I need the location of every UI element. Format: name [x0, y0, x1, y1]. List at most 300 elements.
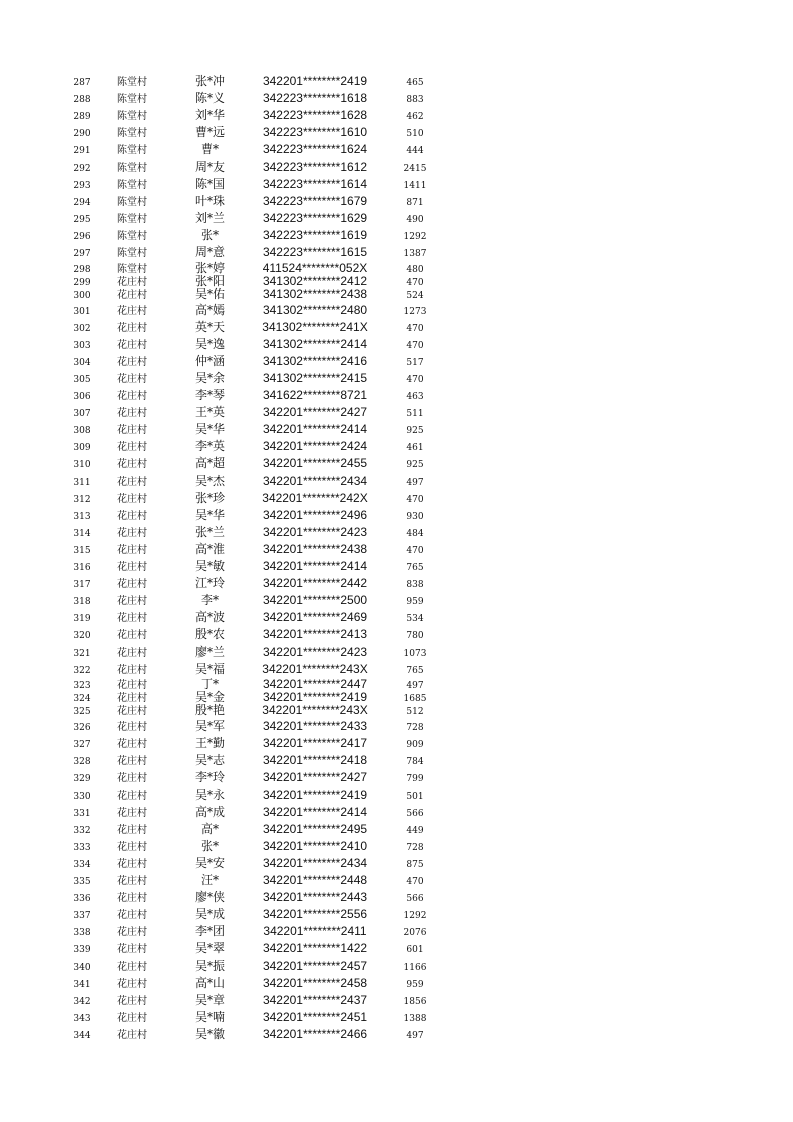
village-cell: 花庄村: [117, 579, 147, 591]
village-cell: 花庄村: [117, 756, 147, 768]
row-number: 305: [73, 374, 91, 385]
table-row: [0, 822, 793, 836]
amount-cell: 517: [406, 357, 424, 368]
person-name-cell: 吴*徽: [194, 1026, 225, 1041]
person-name-cell: 殷*艳: [194, 703, 225, 718]
table-row: [0, 508, 793, 522]
village-cell: 花庄村: [117, 493, 147, 505]
row-number: 323: [73, 681, 91, 692]
table-row: [0, 976, 793, 990]
row-number: 325: [73, 707, 91, 718]
id-number-cell: 342201********2417: [262, 736, 368, 751]
table-row: [0, 559, 793, 573]
id-number-cell: 342201********2434: [262, 855, 368, 870]
row-number: 297: [73, 249, 91, 259]
amount-cell: 925: [406, 426, 424, 437]
id-number-cell: 342223********1612: [262, 159, 368, 174]
table-row: [0, 993, 793, 1007]
table-row: [0, 320, 793, 334]
id-number-cell: 342201********2438: [262, 541, 368, 556]
village-cell: 花庄村: [117, 647, 147, 659]
row-number: 316: [73, 563, 91, 573]
id-number-cell: 342201********2433: [262, 719, 368, 734]
person-name-cell: 张*阳: [194, 273, 225, 288]
id-number-cell: 341302********2414: [262, 336, 368, 351]
row-number: 341: [73, 979, 91, 990]
amount-cell: 470: [406, 877, 424, 887]
row-number: 340: [73, 962, 91, 973]
person-name-cell: 周*意: [194, 245, 225, 259]
row-number: 292: [73, 163, 91, 174]
table-row: [0, 354, 793, 368]
row-number: 319: [73, 614, 91, 625]
table-row: [0, 439, 793, 453]
person-name-cell: 陈*国: [194, 176, 225, 191]
table-row: [0, 525, 793, 539]
amount-cell: 728: [406, 842, 424, 853]
id-number-cell: 342201********2410: [262, 838, 368, 853]
village-cell: 花庄村: [117, 408, 147, 420]
person-name-cell: 吴*永: [194, 787, 225, 802]
person-name-cell: 吴*安: [194, 855, 225, 870]
amount-cell: 1685: [403, 694, 427, 705]
id-number-cell: 342201********2443: [262, 890, 368, 905]
table-row: [0, 610, 793, 624]
table-row: [0, 211, 793, 225]
village-cell: 陈堂村: [117, 162, 147, 174]
person-name-cell: 高*嫣: [194, 302, 225, 317]
row-number: 314: [73, 528, 91, 539]
person-name-cell: 李*团: [194, 924, 225, 939]
amount-cell: 959: [406, 979, 424, 990]
person-name-cell: 吴*杰: [194, 473, 225, 488]
village-cell: 花庄村: [117, 373, 147, 385]
village-cell: 花庄村: [117, 944, 147, 956]
amount-cell: 497: [406, 1030, 424, 1041]
id-number-cell: 342201********243X: [262, 703, 368, 718]
table-row: [0, 422, 793, 436]
row-number: 327: [73, 740, 91, 751]
id-number-cell: 342201********2495: [262, 821, 368, 836]
person-name-cell: 吴*佑: [194, 286, 225, 301]
id-number-cell: 342223********1628: [262, 108, 368, 123]
village-cell: 花庄村: [117, 630, 147, 642]
amount-cell: 470: [406, 340, 424, 351]
table-row: [0, 388, 793, 402]
village-cell: 花庄村: [117, 476, 147, 488]
village-cell: 陈堂村: [117, 145, 147, 157]
row-number: 338: [73, 928, 91, 939]
table-row: [0, 593, 793, 607]
row-number: 311: [73, 477, 91, 488]
id-number-cell: 341622********8721: [262, 388, 368, 402]
amount-cell: 780: [406, 631, 424, 642]
amount-cell: 470: [406, 277, 424, 288]
row-number: 296: [73, 231, 91, 242]
amount-cell: 799: [406, 774, 424, 785]
amount-cell: 1273: [403, 306, 427, 317]
row-number: 337: [73, 911, 91, 922]
village-cell: 花庄村: [117, 339, 147, 351]
person-name-cell: 廖*侠: [194, 890, 225, 905]
row-number: 313: [73, 511, 91, 522]
table-row: [0, 142, 793, 156]
row-number: 332: [73, 825, 91, 836]
amount-cell: 765: [406, 665, 424, 676]
person-name-cell: 张*兰: [194, 524, 225, 539]
amount-cell: 909: [406, 740, 424, 751]
id-number-cell: 342201********2413: [262, 627, 368, 642]
table-row: [0, 576, 793, 590]
village-cell: 陈堂村: [117, 128, 147, 140]
person-name-cell: 张*: [200, 838, 219, 853]
row-number: 308: [73, 426, 91, 437]
table-row: [0, 805, 793, 819]
row-number: 331: [73, 808, 91, 819]
village-cell: 花庄村: [117, 876, 147, 887]
table-row: [0, 753, 793, 767]
person-name-cell: 刘*兰: [194, 210, 225, 225]
row-number: 295: [73, 214, 91, 225]
amount-cell: 470: [406, 494, 424, 505]
person-name-cell: 刘*华: [194, 108, 225, 123]
amount-cell: 1388: [403, 1013, 427, 1024]
id-number-cell: 342201********2418: [262, 753, 368, 768]
table-row: [0, 177, 793, 191]
table-row: [0, 719, 793, 733]
row-number: 335: [73, 877, 91, 887]
amount-cell: 461: [406, 443, 424, 454]
village-cell: 花庄村: [117, 995, 147, 1007]
table-row: [0, 337, 793, 351]
id-number-cell: 342201********2411: [263, 924, 367, 939]
table-row: [0, 690, 793, 704]
id-number-cell: 342201********2419: [262, 74, 368, 88]
table-row: [0, 677, 793, 691]
village-cell: 花庄村: [117, 1012, 147, 1024]
person-name-cell: 吴*振: [194, 958, 225, 973]
village-cell: 陈堂村: [117, 77, 147, 88]
amount-cell: 449: [406, 825, 424, 836]
id-number-cell: 342201********2442: [262, 576, 368, 591]
amount-cell: 484: [406, 528, 424, 539]
amount-cell: 2415: [403, 163, 427, 174]
village-cell: 花庄村: [117, 773, 147, 785]
row-number: 329: [73, 774, 91, 785]
id-number-cell: 342201********2419: [262, 787, 368, 802]
id-number-cell: 342201********2427: [262, 770, 368, 785]
row-number: 299: [73, 277, 91, 288]
person-name-cell: 吴*余: [194, 370, 225, 385]
person-name-cell: 李*英: [194, 439, 225, 454]
village-cell: 花庄村: [117, 927, 147, 939]
table-row: [0, 245, 793, 259]
id-number-cell: 342201********2466: [262, 1026, 368, 1041]
person-name-cell: 张*婷: [194, 260, 225, 275]
row-number: 343: [73, 1013, 91, 1024]
village-cell: 花庄村: [117, 562, 147, 573]
village-cell: 花庄村: [117, 680, 147, 692]
amount-cell: 566: [406, 894, 424, 905]
row-number: 324: [73, 694, 91, 705]
person-name-cell: 江*玲: [194, 576, 225, 591]
amount-cell: 470: [406, 545, 424, 556]
village-cell: 花庄村: [117, 790, 147, 802]
id-number-cell: 342201********2419: [262, 690, 368, 705]
id-number-cell: 342201********2423: [262, 524, 368, 539]
village-cell: 花庄村: [117, 978, 147, 990]
village-cell: 花庄村: [117, 824, 147, 836]
person-name-cell: 汪*: [200, 873, 219, 887]
id-number-cell: 342201********2451: [262, 1009, 368, 1024]
table-row: [0, 491, 793, 505]
row-number: 339: [73, 945, 91, 956]
table-row: [0, 645, 793, 659]
village-cell: 花庄村: [117, 693, 147, 705]
row-number: 289: [73, 112, 91, 123]
row-number: 309: [73, 443, 91, 454]
person-name-cell: 吴*喃: [194, 1009, 225, 1024]
person-name-cell: 叶*珠: [194, 193, 225, 208]
row-number: 330: [73, 791, 91, 802]
table-row: [0, 303, 793, 317]
village-cell: 花庄村: [117, 706, 147, 718]
village-cell: 花庄村: [117, 858, 147, 870]
table-row: [0, 1010, 793, 1024]
table-row: [0, 371, 793, 385]
village-cell: 花庄村: [117, 722, 147, 734]
person-name-cell: 吴*章: [194, 992, 225, 1007]
village-cell: 花庄村: [117, 1029, 147, 1041]
id-number-cell: 341302********2412: [262, 273, 368, 288]
row-number: 290: [73, 129, 91, 140]
person-name-cell: 王*勤: [194, 736, 225, 751]
id-number-cell: 341302********2480: [262, 302, 368, 317]
village-cell: 花庄村: [117, 322, 147, 334]
village-cell: 花庄村: [117, 807, 147, 819]
person-name-cell: 吴*翠: [194, 941, 225, 956]
amount-cell: 765: [406, 563, 424, 573]
person-name-cell: 吴*华: [194, 507, 225, 522]
amount-cell: 463: [406, 392, 424, 402]
id-number-cell: 342201********2500: [262, 593, 368, 608]
person-name-cell: 廖*兰: [194, 644, 225, 659]
id-number-cell: 342201********1422: [262, 941, 368, 956]
village-cell: 花庄村: [117, 459, 147, 471]
amount-cell: 601: [406, 945, 424, 956]
person-name-cell: 殷*农: [194, 627, 225, 642]
amount-cell: 925: [406, 460, 424, 471]
table-row: [0, 941, 793, 955]
id-number-cell: 342223********1619: [262, 227, 368, 242]
table-row: [0, 839, 793, 853]
amount-cell: 883: [406, 95, 424, 106]
amount-cell: 1166: [403, 962, 427, 973]
person-name-cell: 高*成: [194, 804, 225, 819]
amount-cell: 1292: [403, 911, 427, 922]
amount-cell: 470: [406, 374, 424, 385]
person-name-cell: 仲*涵: [194, 353, 225, 368]
id-number-cell: 341302********2415: [262, 370, 368, 385]
person-name-cell: 曹*: [200, 142, 219, 157]
village-cell: 花庄村: [117, 841, 147, 853]
village-cell: 花庄村: [117, 893, 147, 905]
table-row: [0, 542, 793, 556]
village-cell: 花庄村: [117, 391, 147, 402]
id-number-cell: 342201********2455: [262, 456, 368, 471]
id-number-cell: 342223********1610: [262, 125, 368, 140]
person-name-cell: 高*: [200, 821, 219, 836]
id-number-cell: 342201********2427: [262, 405, 368, 420]
amount-cell: 444: [406, 146, 424, 157]
village-cell: 花庄村: [117, 664, 147, 676]
village-cell: 花庄村: [117, 527, 147, 539]
amount-cell: 465: [406, 78, 424, 88]
id-number-cell: 342201********2458: [262, 975, 368, 990]
amount-cell: 512: [406, 707, 424, 718]
village-cell: 陈堂村: [117, 179, 147, 191]
village-cell: 花庄村: [117, 425, 147, 437]
amount-cell: 728: [406, 723, 424, 734]
table-row: [0, 770, 793, 784]
village-cell: 陈堂村: [117, 230, 147, 242]
row-number: 310: [73, 460, 91, 471]
table-row: [0, 228, 793, 242]
row-number: 298: [73, 264, 91, 275]
village-cell: 陈堂村: [117, 248, 147, 259]
row-number: 318: [73, 597, 91, 608]
village-cell: 陈堂村: [117, 94, 147, 106]
village-cell: 陈堂村: [117, 196, 147, 208]
amount-cell: 510: [406, 129, 424, 140]
amount-cell: 838: [406, 580, 424, 591]
person-name-cell: 吴*福: [194, 661, 225, 676]
amount-cell: 1292: [403, 231, 427, 242]
id-number-cell: 342223********1614: [262, 176, 368, 191]
table-row: [0, 890, 793, 904]
amount-cell: 784: [406, 757, 424, 768]
person-name-cell: 英*天: [194, 319, 225, 334]
table-row: [0, 287, 793, 301]
person-name-cell: 高*山: [194, 975, 225, 990]
row-number: 294: [73, 197, 91, 208]
amount-cell: 959: [406, 597, 424, 608]
village-cell: 花庄村: [117, 596, 147, 608]
row-number: 301: [73, 306, 91, 317]
person-name-cell: 高*淮: [194, 541, 225, 556]
row-number: 321: [73, 648, 91, 659]
table-row: [0, 160, 793, 174]
row-number: 328: [73, 757, 91, 768]
amount-cell: 930: [406, 511, 424, 522]
person-name-cell: 李*玲: [194, 770, 225, 785]
amount-cell: 534: [406, 614, 424, 625]
person-name-cell: 吴*成: [194, 907, 225, 922]
row-number: 288: [73, 95, 91, 106]
id-number-cell: 342201********2437: [262, 992, 368, 1007]
id-number-cell: 342201********2414: [262, 559, 368, 573]
person-name-cell: 高*超: [194, 456, 225, 471]
amount-cell: 566: [406, 808, 424, 819]
village-cell: 陈堂村: [117, 213, 147, 225]
id-number-cell: 342201********2414: [262, 804, 368, 819]
table-row: [0, 91, 793, 105]
table-row: [0, 194, 793, 208]
person-name-cell: 李*琴: [194, 388, 225, 402]
amount-cell: 501: [406, 791, 424, 802]
row-number: 293: [73, 180, 91, 191]
row-number: 300: [73, 290, 91, 301]
amount-cell: 2076: [403, 928, 427, 939]
amount-cell: 1856: [403, 996, 427, 1007]
table-row: [0, 627, 793, 641]
amount-cell: 470: [406, 323, 424, 334]
person-name-cell: 张*: [200, 227, 219, 242]
person-name-cell: 吴*军: [194, 719, 225, 734]
amount-cell: 497: [406, 477, 424, 488]
amount-cell: 1073: [403, 648, 427, 659]
table-row: [0, 703, 793, 717]
id-number-cell: 411524********052X: [262, 260, 368, 275]
id-number-cell: 342201********242X: [262, 490, 368, 505]
id-number-cell: 342201********2448: [262, 873, 368, 887]
person-name-cell: 吴*金: [194, 690, 225, 705]
table-row: [0, 736, 793, 750]
table-row: [0, 1027, 793, 1041]
id-number-cell: 342201********2556: [262, 907, 368, 922]
village-cell: 陈堂村: [117, 111, 147, 123]
table-row: [0, 873, 793, 887]
id-number-cell: 342201********2457: [262, 958, 368, 973]
person-name-cell: 吴*志: [194, 753, 225, 768]
row-number: 312: [73, 494, 91, 505]
table-row: [0, 474, 793, 488]
village-cell: 花庄村: [117, 442, 147, 454]
person-name-cell: 张*冲: [194, 74, 225, 88]
person-name-cell: 李*: [200, 593, 219, 608]
id-number-cell: 342201********2496: [262, 507, 368, 522]
village-cell: 花庄村: [117, 510, 147, 522]
id-number-cell: 342201********2434: [262, 473, 368, 488]
row-number: 291: [73, 146, 91, 157]
amount-cell: 497: [406, 681, 424, 692]
row-number: 322: [73, 665, 91, 676]
village-cell: 花庄村: [117, 305, 147, 317]
table-row: [0, 274, 793, 288]
table-row: [0, 456, 793, 470]
row-number: 336: [73, 894, 91, 905]
village-cell: 花庄村: [117, 910, 147, 922]
table-row: [0, 856, 793, 870]
person-name-cell: 周*友: [194, 159, 225, 174]
id-number-cell: 341302********2438: [262, 286, 368, 301]
village-cell: 花庄村: [117, 961, 147, 973]
person-name-cell: 吴*华: [194, 422, 225, 437]
amount-cell: 511: [406, 409, 424, 420]
row-number: 304: [73, 357, 91, 368]
table-row: [0, 924, 793, 938]
amount-cell: 871: [406, 197, 424, 208]
person-name-cell: 王*英: [194, 405, 225, 420]
amount-cell: 524: [406, 290, 424, 301]
row-number: 303: [73, 340, 91, 351]
row-number: 333: [73, 842, 91, 853]
person-name-cell: 吴*逸: [194, 336, 225, 351]
id-number-cell: 341302********2416: [262, 353, 368, 368]
id-number-cell: 342201********2423: [262, 644, 368, 659]
row-number: 326: [73, 723, 91, 734]
id-number-cell: 342201********2414: [262, 422, 368, 437]
